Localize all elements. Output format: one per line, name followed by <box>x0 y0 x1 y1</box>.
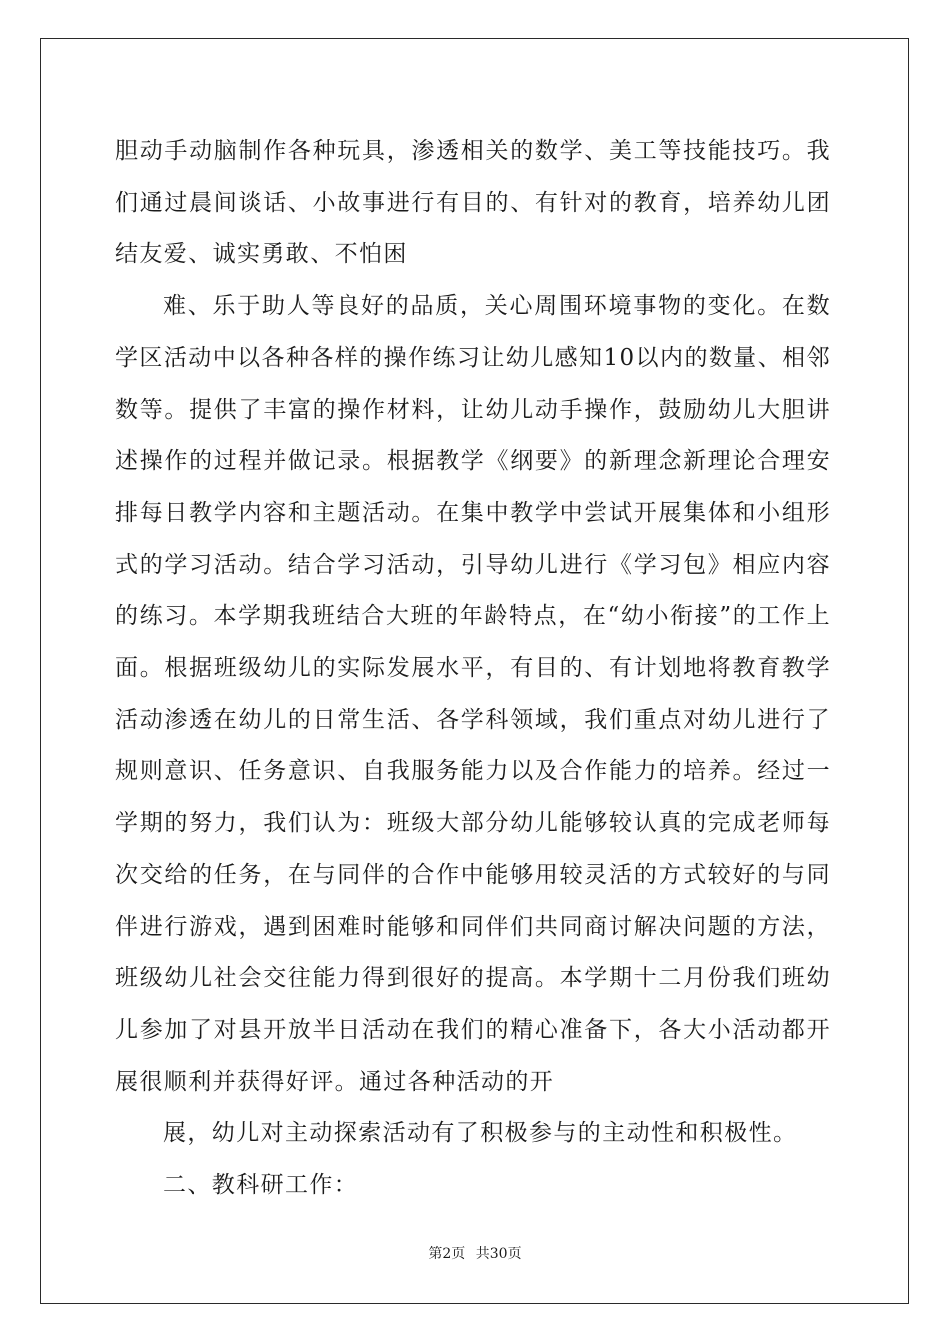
document-body <box>115 126 831 1212</box>
section-heading: 二、教科研工作： <box>163 1172 359 1199</box>
paragraph-2: 难、乐于助人等良好的品质，关心周围环境事物的变化。在数学区活动中以各种各样的操作练习让幼儿感知10以内的数量、相邻数等。提供了丰富的操作材料，让幼儿动手操作，鼓励幼儿大胆讲述操作的过程并做记录。根据教学《纲要》的新理念新理论合理安排每日教学内容和主题活动。在集中教学中尝试开展集体和小组形式的学习活动。结合学习活动，引导幼儿进行《学习包》相应内容的练习。本学期我班结合大班的年龄特点，在“幼小衔接”的工作上面。根据班级幼儿的实际发展水平，有目的、有计划地将教育教学活动渗透在幼儿的日常生活、各学科领域，我们重点对幼儿进行了规则意识、任务意识、自我服务能力以及合作能力的培养。经过一学期的努力，我们认为：班级大部分幼儿能够较认真的完成老师每次交给的任务，在与同伴的合作中能够用较灵活的方式较好的与同伴进行游戏，遇到困难时能够和同伴们共同商讨解决问题的方法，班级幼儿社会交往能力得到很好的提高。本学期十二月份我们班幼儿参加了对县开放半日活动在我们的精心准备下，各大小活动都开展很顺利并获得好评。通过各种活动的开 <box>115 293 831 1095</box>
paragraph-1: 胆动手动脑制作各种玩具，渗透相关的数学、美工等技能技巧。我们通过晨间谈话、小故事进行有目的、有针对的教育，培养幼儿团结友爱、诚实勇敢、不怕困 <box>115 138 831 268</box>
paragraph-3: 展，幼儿对主动探索活动有了积极参与的主动性和积极性。 <box>163 1120 798 1147</box>
page-footer <box>0 1243 950 1263</box>
total-pages: 共30页 <box>475 1246 522 1262</box>
page-number: 第2页 <box>428 1246 466 1262</box>
